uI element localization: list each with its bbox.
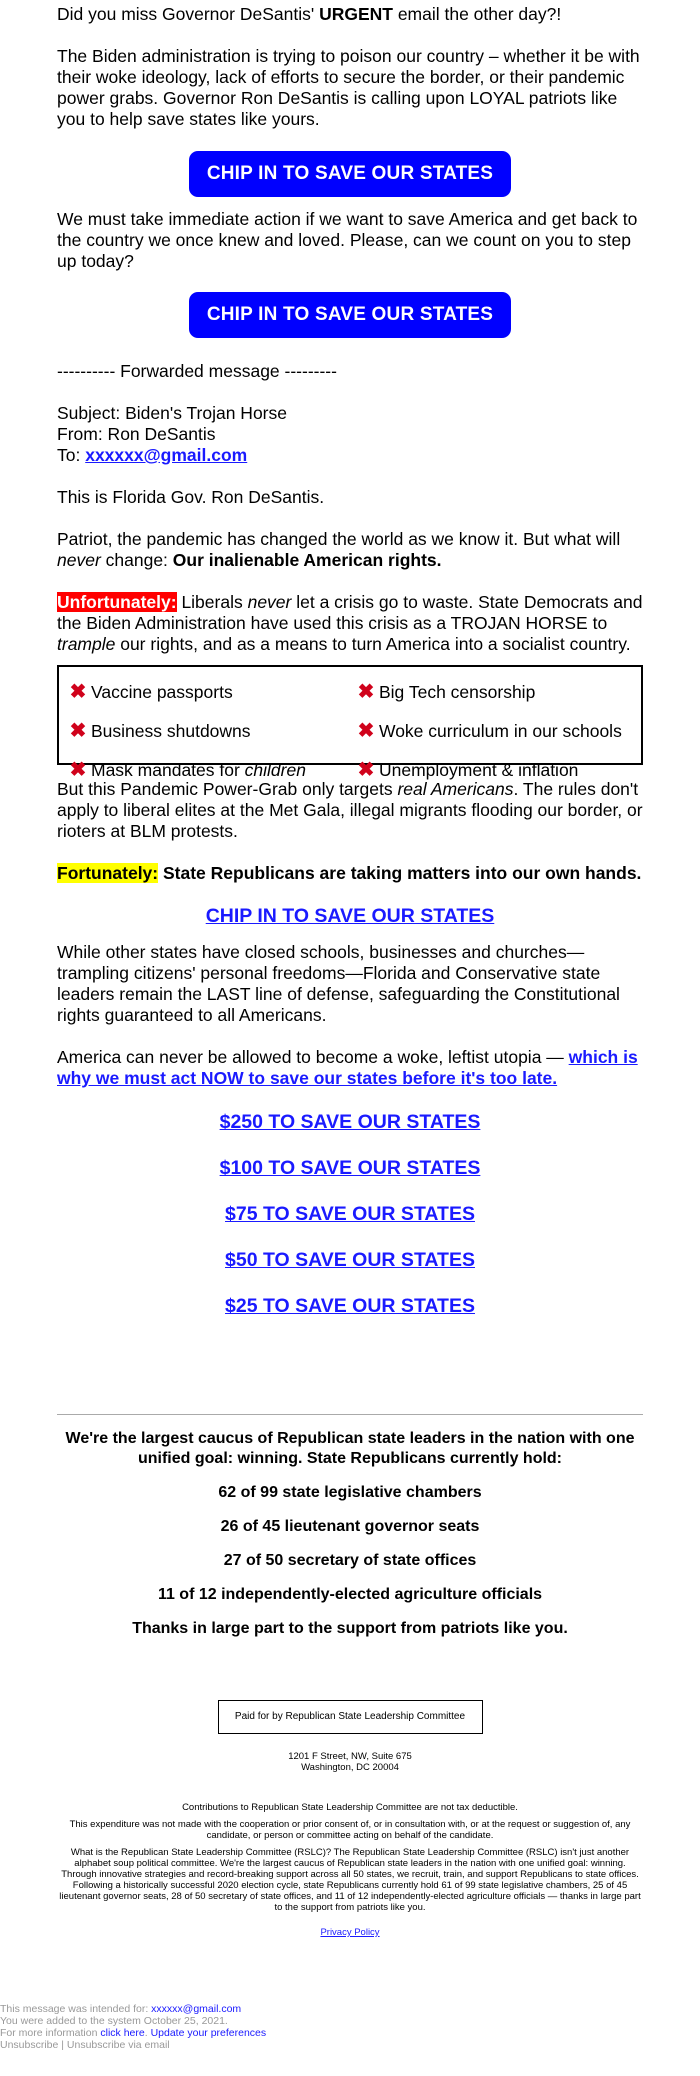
expenditure-notice: This expenditure was not made with the cooperation or prior consent of, or in consultation with, or at the request or suggestion of, any candidate, or person or committee acting on behalf of the candidate. — [69, 1819, 631, 1841]
chip-in-link[interactable]: CHIP IN TO SAVE OUR STATES — [205, 905, 495, 927]
unf-text-c: our rights, and as a means to turn America into a socialist country. — [115, 634, 631, 654]
paid-for-box — [218, 1700, 483, 1734]
rights-text-2: change: — [100, 550, 173, 570]
list-item-em: children — [244, 760, 306, 780]
stat-secretary: 27 of 50 secretary of state offices — [223, 1552, 477, 1569]
list-item — [69, 673, 357, 712]
rights-text: Patriot, the pandemic has changed the world as we know it. But what will — [57, 529, 621, 549]
more-info-line — [0, 2027, 266, 2039]
act-now-link[interactable]: which is why we must act NOW to save our states before it's too late. — [57, 1047, 638, 1088]
added-line: You were added to the system October 25, 2021. — [0, 2015, 228, 2027]
intended-email-link[interactable]: xxxxxx@gmail.com — [151, 2003, 242, 2015]
unfortunately-paragraph — [57, 592, 643, 655]
more-label: For more information — [0, 2027, 101, 2039]
amount-link-250[interactable]: $250 TO SAVE OUR STATES — [219, 1111, 481, 1133]
chip-in-button-1[interactable]: CHIP IN TO SAVE OUR STATES — [189, 151, 511, 197]
about-rslc: What is the Republican State Leadership Committee (RSLC)? The Republican State Leadership Committee (RSLC) isn't just another alphabet soup political committee. We're the largest caucus of Republican state leaders in the nation with one unified goal: winning. Through innovative strategies and record-breaking support across all 50 states, we recruit, train, and support Republicans to state offices. Following a historically successful 2020 election cycle, state Republicans currently hold 61 of 99 state legislative chambers, 25 of 45 lieutenant governor seats, 28 of 50 secretary of state offices, and 11 of 12 independently-elected agriculture officials — thanks in large part to the support from patriots like you. — [59, 1847, 641, 1913]
pg-text-b: . The rules don't apply to liberal elites at the Met Gala, illegal migrants flooding our border, or rioters at BLM protests. — [57, 779, 643, 841]
utopia-text: America can never be allowed to become a woke, leftist utopia — — [57, 1047, 569, 1067]
defense-paragraph: While other states have closed schools, businesses and churches—trampling citizens' personal freedoms—Florida and Conservative state leaders remain the LAST line of defense, safeguarding the Constitutional rights guaranteed to all Americans. — [57, 942, 620, 1025]
to-email-link[interactable]: xxxxxx@gmail.com — [85, 445, 248, 465]
stat-legislative: 62 of 99 state legislative chambers — [218, 1484, 482, 1501]
amount-link-25[interactable]: $25 TO SAVE OUR STATES — [225, 1295, 475, 1317]
stat-lt-governor: 26 of 45 lieutenant governor seats — [220, 1518, 480, 1535]
unf-text-a: Liberals — [176, 592, 248, 612]
amount-link-50[interactable]: $50 TO SAVE OUR STATES — [225, 1249, 475, 1271]
caucus-intro: We're the largest caucus of Republican state leaders in the nation with one unified goal: winning. State Republicans currently hold: — [65, 1430, 635, 1467]
paid-for-text: Paid for by Republican State Leadership Committee — [234, 1711, 466, 1722]
red-x-icon: ✖ — [69, 720, 87, 742]
intro-paragraph: The Biden administration is trying to poison our country – whether it be with their woke ideology, lack of efforts to secure the border, or their pandemic power grabs. Governor Ron DeSantis is calling upon LOYAL patriots like you to help save states like yours. — [57, 46, 640, 129]
threat-list — [69, 673, 631, 790]
pg-em: real Americans — [397, 779, 514, 799]
divider — [57, 1414, 643, 1415]
list-item-text: Business shutdowns — [91, 721, 251, 741]
list-item-text: Unemployment & inflation — [379, 760, 579, 780]
more-sep: . — [144, 2027, 151, 2039]
tax-notice: Contributions to Republican State Leadership Committee are not tax deductible. — [182, 1802, 518, 1813]
red-x-icon: ✖ — [357, 720, 375, 742]
intro-line — [57, 4, 643, 25]
unsubscribe-line[interactable]: Unsubscribe | Unsubscribe via email — [0, 2039, 170, 2051]
urgent-word: URGENT — [319, 4, 393, 24]
list-item-text: Mask mandates for — [91, 760, 245, 780]
address-line-1: 1201 F Street, NW, Suite 675 — [288, 1751, 412, 1762]
list-item-text: Big Tech censorship — [379, 682, 536, 702]
unf-text-b: let a crisis go to waste. State Democrats and the Biden Administration have used this crisis as a TROJAN HORSE to — [57, 592, 643, 633]
fortunately-paragraph — [57, 863, 643, 884]
list-item — [357, 673, 637, 712]
red-x-icon: ✖ — [69, 759, 87, 781]
chip-in-button-2[interactable]: CHIP IN TO SAVE OUR STATES — [189, 292, 511, 338]
rights-paragraph — [57, 529, 643, 571]
forward-from: From: Ron DeSantis — [57, 424, 216, 444]
intro-text: Did you miss Governor DeSantis' — [57, 4, 320, 24]
threat-list-box — [57, 665, 643, 781]
rights-bold: Our inalienable American rights. — [172, 550, 442, 570]
privacy-policy-link[interactable]: Privacy Policy — [320, 1927, 380, 1938]
privacy-wrap — [57, 1927, 643, 1938]
intended-line — [0, 2003, 266, 2015]
update-preferences-link[interactable]: Update your preferences — [150, 2027, 267, 2039]
amount-link-100[interactable]: $100 TO SAVE OUR STATES — [219, 1157, 481, 1179]
click-here-link[interactable]: click here — [100, 2027, 145, 2039]
list-item-text: Vaccine passports — [91, 682, 233, 702]
rights-em: never — [57, 550, 101, 570]
thanks-line: Thanks in large part to the support from patriots like you. — [132, 1620, 568, 1637]
chip-in-link-wrap — [57, 904, 643, 928]
list-item-text: Woke curriculum in our schools — [379, 721, 622, 741]
power-grab-paragraph — [57, 779, 643, 842]
email-footer — [0, 2003, 266, 2051]
pg-text-a: But this Pandemic Power-Grab only targets — [57, 779, 398, 799]
action-paragraph: We must take immediate action if we want to save America and get back to the country we once knew and loved. Please, can we count on you to step up today? — [57, 209, 638, 271]
amount-link-75[interactable]: $75 TO SAVE OUR STATES — [225, 1203, 475, 1225]
red-x-icon: ✖ — [357, 681, 375, 703]
fortunately-text: State Republicans are taking matters into our own hands. — [158, 863, 642, 883]
list-item — [69, 712, 357, 751]
red-x-icon: ✖ — [357, 759, 375, 781]
unf-em-2: trample — [57, 634, 116, 654]
utopia-paragraph — [57, 1047, 643, 1089]
stat-agriculture: 11 of 12 independently-elected agriculture officials — [157, 1586, 543, 1603]
amount-links — [57, 1099, 643, 1329]
address-line-2: Washington, DC 20004 — [301, 1762, 399, 1773]
red-x-icon: ✖ — [69, 681, 87, 703]
email-body — [57, 0, 643, 1938]
intended-label: This message was intended for: — [0, 2003, 152, 2015]
intro-text-end: email the other day?! — [392, 4, 562, 24]
greeting-paragraph: This is Florida Gov. Ron DeSantis. — [57, 487, 325, 507]
forward-to — [57, 445, 643, 466]
unfortunately-label: Unfortunately: — [57, 592, 177, 612]
forward-subject: Subject: Biden's Trojan Horse — [57, 403, 287, 423]
forwarded-header: ---------- Forwarded message --------- — [57, 361, 337, 381]
unf-em: never — [247, 592, 292, 612]
list-item — [357, 712, 637, 751]
to-label: To: — [57, 445, 86, 465]
fortunately-label: Fortunately: — [57, 863, 159, 883]
